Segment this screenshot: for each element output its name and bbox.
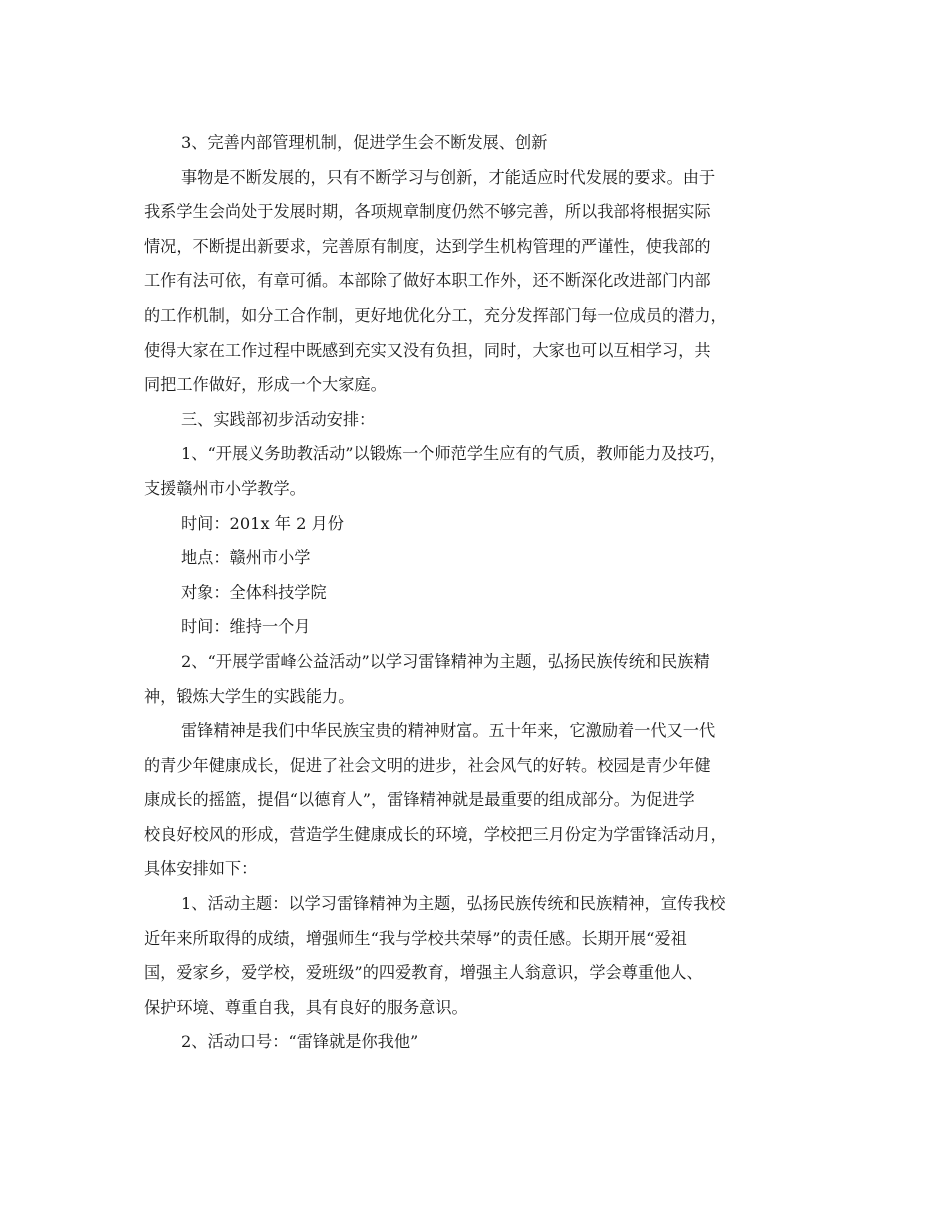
text-line: 事物是不断发展的，只有不断学习与创新，才能适应时代发展的要求。由于 — [181, 167, 716, 187]
text-line: 使得大家在工作过程中既感到充实又没有负担，同时，大家也可以互相学习，共 — [144, 340, 711, 360]
text-line: 1、“开展义务助教活动”以锻炼一个师范学生应有的气质，教师能力及技巧， — [181, 444, 726, 464]
text-line: 近年来所取得的成绩，增强师生“我与学校共荣辱”的责任感。长期开展“爱祖 — [144, 928, 687, 948]
text-line: 时间：201x 年 2 月份 — [181, 513, 344, 533]
text-line: 三、实践部初步活动安排： — [181, 409, 376, 429]
text-line: 3、完善内部管理机制，促进学生会不断发展、创新 — [181, 133, 548, 152]
text-line: 雷锋精神是我们中华民族宝贵的精神财富。五十年来，它激励着一代又一代 — [181, 721, 716, 741]
text-line: 1、活动主题：以学习雷锋精神为主题，弘扬民族传统和民族精神，宣传我校 — [181, 894, 726, 914]
text-line: 的工作机制，如分工合作制，更好地优化分工，充分发挥部门每一位成员的潜力， — [144, 305, 727, 325]
text-line: 同把工作做好，形成一个大家庭。 — [144, 375, 387, 395]
text-line: 神，锻炼大学生的实践能力。 — [144, 686, 355, 706]
text-line: 校良好校风的形成，营造学生健康成长的环境，学校把三月份定为学雷锋活动月， — [144, 824, 727, 844]
text-line: 支援赣州市小学教学。 — [144, 478, 306, 498]
text-line: 康成长的摇篮，提倡“以德育人”，雷锋精神就是最重要的组成部分。为促进学 — [144, 790, 695, 810]
text-line: 2、活动口号：“雷锋就是你我他” — [181, 1032, 419, 1052]
document-body — [144, 126, 824, 1060]
text-line: 地点：赣州市小学 — [181, 548, 311, 568]
text-line: 时间：维持一个月 — [181, 617, 311, 637]
text-line: 情况，不断提出新要求，完善原有制度，达到学生机构管理的严谨性，使我部的 — [144, 236, 711, 256]
text-line: 工作有法可依，有章可循。本部除了做好本职工作外，还不断深化改进部门内部 — [144, 271, 711, 291]
text-line: 我系学生会尚处于发展时期，各项规章制度仍然不够完善，所以我部将根据实际 — [144, 202, 711, 222]
text-line: 的青少年健康成长，促进了社会文明的进步，社会风气的好转。校园是青少年健 — [144, 755, 711, 775]
text-line: 具体安排如下： — [144, 859, 258, 879]
text-line: 国，爱家乡，爱学校，爱班级”的四爱教育，增强主人翁意识，学会尊重他人、 — [144, 963, 703, 983]
text-line: 对象：全体科技学院 — [181, 582, 327, 602]
text-line: 保护环境、尊重自我，具有良好的服务意识。 — [144, 997, 468, 1017]
text-line: 2、“开展学雷峰公益活动”以学习雷锋精神为主题，弘扬民族传统和民族精 — [181, 651, 710, 671]
